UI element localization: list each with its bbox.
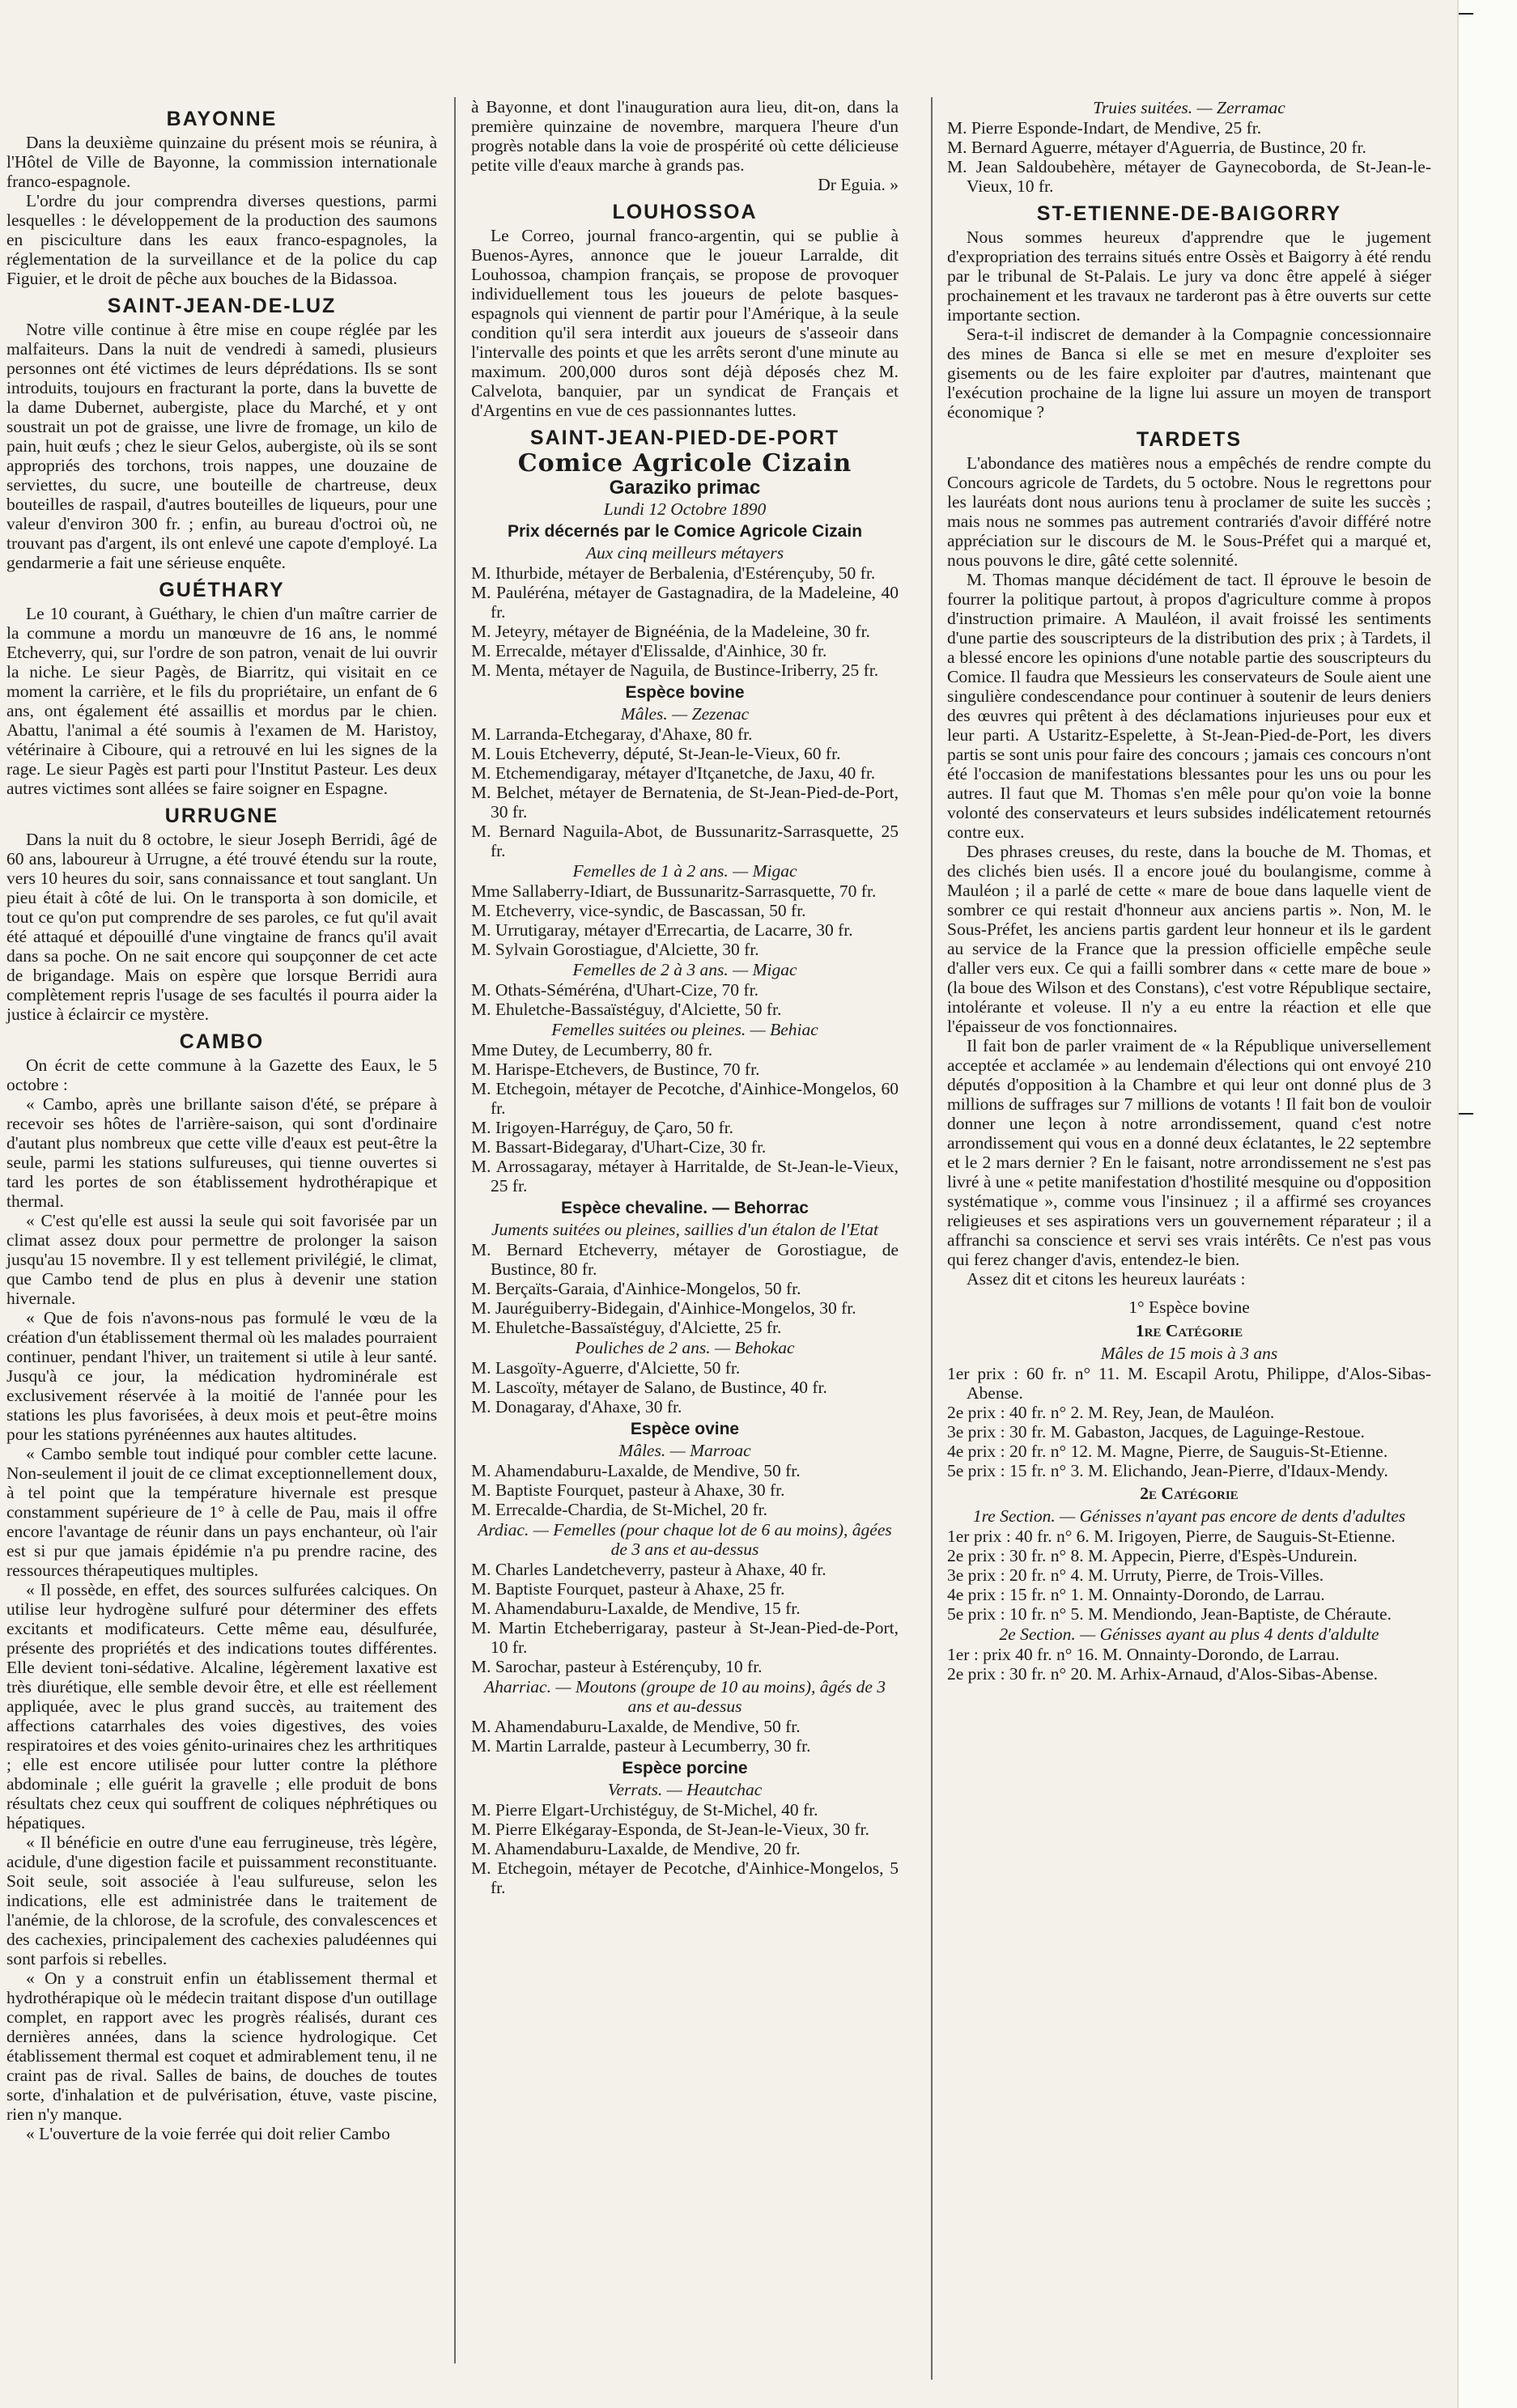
paragraph: Le 10 courant, à Guéthary, le chien d'un maître carrier de la commune a mordu un manœuvre de 16 ans, le nommé Etcheverry, qui, sur l'ordre de son patron, venait de lui ouvrir la niche. Le sieur Pagès, de Biarritz, qui visitait en ce moment la carrière, et le fils du propriétaire, un enfant de 6 ans, ont également été assaillis et mordus par le chien. Abattu, l'animal a été soumis à l'examen de M. Haristoy, vétérinaire à Ciboure, qui a retrouvé en lui les signes de la rage. Le sieur Pagès est parti pour l'Institut Pasteur. Les deux autres victimes sont allées se faire soigner en Espagne. (6, 604, 437, 798)
list-ovine-males (471, 1461, 899, 1519)
list-item: M. Charles Landetcheverry, pasteur à Ahaxe, 40 fr. (471, 1560, 826, 1579)
subheading: Aharriac. — Moutons (groupe de 10 au moins), âgés de 3 ans et au-dessus (483, 1677, 886, 1716)
list-item: M. Etchemendigaray, métayer d'Itçanetche, de Jaxu, 40 fr. (471, 763, 876, 783)
heading-porcine: Espèce porcine (622, 1759, 748, 1777)
subheading: Femelles de 2 à 3 ans. — Migac (572, 960, 797, 979)
paragraph: « On y a construit enfin un établissement thermal et hydrothérapique où le médecin traitant dispose d'un outillage complet, en rapport avec les progrès réalisés, durant ces dernières années, dans la science hydrologique. Cet établissement thermal est coquet et admirablement tenu, il ne craint pas de rival. Salles de bains, de douches de toutes sorte, d'inhalation et de pulvérisation, étuve, vaste piscine, rien n'y manque. (6, 1968, 437, 2124)
list-item: M. Lasgoïty-Aguerre, d'Alciette, 50 fr. (471, 1358, 741, 1378)
list-males (471, 724, 899, 860)
list-item: M. Menta, métayer de Naguila, de Bustince-Iriberry, 25 fr. (471, 660, 879, 680)
list-item: M. Sarochar, pasteur à Estérençuby, 10 fr. (471, 1657, 763, 1676)
list-item: M. Berçaïts-Garaia, d'Ainhice-Mongelos, 50 fr. (471, 1279, 801, 1298)
subheading: 1re Section. — Génisses n'ayant pas encore de dents d'adultes (972, 1506, 1406, 1526)
paragraph: Il fait bon de parler vraiment de « la République universellement acceptée et acclamée » au lendemain d'élections qui ont envoyé 210 députés d'opposition à la Chambre et qui leur ont donné plus de 3 millions de suffrages sur 7 millions de votants ! Il fait bon de vouloir donner une leçon à notre arrondissement, quand c'est notre arrondissement qui vous en a donné deux éclatantes, le 22 septembre et le 2 mars dernier ? En le faisant, notre arrondissement ne s'est pas livré à une « petite manifestation d'hostilité mesquine ou d'opposition systématique », comme vous l'insinuez ; il a affirmé ses croyances religieuses et ses aspirations vers un gouvernement réparateur ; il a affranchi sa conscience et servi ses vrais intérêts. Ce n'est pas vous qui ferez changer d'avis, entendez-le bien. (947, 1036, 1431, 1269)
list-item: M. Pierre Elkégaray-Esponda, de St-Jean-le-Vieux, 30 fr. (471, 1820, 869, 1839)
list-item: 1er prix : 40 fr. n° 6. M. Irigoyen, Pierre, de Sauguis-St-Etienne. (947, 1527, 1396, 1546)
heading-urrugne: URRUGNE (164, 805, 279, 827)
list-item: M. Harispe-Etchevers, de Bustince, 70 fr. (471, 1060, 760, 1079)
heading-chevaline: Espèce chevaline. — Behorrac (561, 1199, 809, 1217)
list-item: M. Othats-Séméréna, d'Uhart-Cize, 70 fr. (471, 980, 758, 1000)
list-item: M. Ehuletche-Bassaïstéguy, d'Alciette, 25 fr. (471, 1318, 782, 1337)
list-item: M. Errecalde, métayer d'Elissalde, d'Ainhice, 30 fr. (471, 641, 827, 660)
heading-prix: Prix décernés par le Comice Agricole Cizain (507, 522, 863, 541)
heading-comice: Comice Agricole Cizain (517, 449, 852, 478)
column-middle (471, 97, 899, 1897)
list-aharriac (471, 1717, 899, 1756)
list-section-2 (947, 1645, 1431, 1684)
list-category-1 (947, 1364, 1431, 1480)
paragraph: « Il bénéficie en outre d'une eau ferrugineuse, très légère, acidule, d'une digestion facile et puissamment reconstituante. Soit seule, soit associée à l'eau sulfureuse, selon les indications, elle est administrée dans le traitement de l'anémie, de la chlorose, de la scrofule, des convalescences et des cachexies, principalement des cachexies paludéennes qui sont parfois si rebelles. (6, 1833, 437, 1968)
heading-category-1: 1re Catégorie (1135, 1321, 1243, 1340)
list-item: M. Bernard Naguila-Abot, de Bussunaritz-Sarrasquette, 25 fr. (471, 822, 899, 860)
list-section-1 (947, 1527, 1431, 1624)
heading-guethary: GUÉTHARY (159, 579, 285, 601)
list-item: M. Ahamendaburu-Laxalde, de Mendive, 20 fr. (471, 1839, 801, 1858)
heading-louhossoa: LOUHOSSOA (612, 201, 758, 223)
list-item: M. Urrutigaray, métayer d'Errecartia, de Lacarre, 30 fr. (471, 920, 853, 940)
paragraph: à Bayonne, et dont l'inauguration aura lieu, dit-on, dans la première quinzaine de novembre, marquera l'heure d'un progrès notable dans la voie de prospérité où cette délicieuse petite ville d'eaux marche à grands pas. (471, 97, 899, 175)
paragraph: Assez dit et citons les heureux lauréats : (967, 1269, 1246, 1289)
paragraph: « C'est qu'elle est aussi la seule qui soit favorisée par un climat assez doux pour permettre de prolonger la saison jusqu'au 15 novembre. Il y est tellement privilégié, le climat, que Cambo tend de plus en plus à devenir une station hivernale. (6, 1211, 437, 1308)
list-item: Mme Sallaberry-Idiart, de Bussunaritz-Sarrasquette, 70 fr. (471, 881, 877, 901)
list-item: M. Belchet, métayer de Bernatenia, de St-Jean-Pied-de-Port, 30 fr. (471, 783, 899, 822)
subheading: Verrats. — Heautchac (607, 1780, 763, 1799)
page-margin-strip (1457, 0, 1517, 2408)
paragraph: « Cambo, après une brillante saison d'été, se prépare à recevoir ses hôtes de l'arrière-saison, qui sont d'ordinaire d'autant plus nombreux que cette ville d'eaux est peut-être la seule, parmi les stations sulfureuses, qui tienne ouvertes si tard les portes de son établissement hydrothérapique et thermal. (6, 1094, 437, 1211)
subheading: Truies suitées. — Zerramac (1093, 98, 1285, 117)
subheading: Juments suitées ou pleines, saillies d'un étalon de l'Etat (491, 1220, 878, 1239)
heading-baigorry: ST-ETIENNE-DE-BAIGORRY (1036, 202, 1342, 225)
list-item: 4e prix : 15 fr. n° 1. M. Onnainty-Dorondo, de Larrau. (947, 1585, 1325, 1604)
column-rule-right (931, 97, 933, 2380)
list-item: M. Sylvain Gorostiague, d'Alciette, 30 fr. (471, 940, 759, 959)
list-item: M. Pierre Elgart-Urchistéguy, de St-Michel, 40 fr. (471, 1800, 818, 1820)
subheading: Femelles de 1 à 2 ans. — Migac (572, 861, 797, 881)
list-metayers (471, 563, 899, 680)
heading-category-2: 2e Catégorie (1140, 1484, 1239, 1503)
list-item: 4e prix : 20 fr. n° 12. M. Magne, Pierre, de Sauguis-St-Etienne. (947, 1442, 1388, 1461)
list-item: M. Ehuletche-Bassaïstéguy, d'Alciette, 50 fr. (471, 1000, 782, 1019)
paragraph: Le Correo, journal franco-argentin, qui se publie à Buenos-Ayres, annonce que le joueur Larralde, dit Louhossoa, champion français, se propose de provoquer individuellement tous les joueurs de pelote basques-espagnols qui viennent de partir pour l'Amérique, à la seule condition qu'il sera interdit aux joueurs de s'asseoir dans l'intervalle des points et que les arrêts seront d'une minute au maximum. 200,000 duros sont déjà déposés chez M. Calvelota, banquier, par un syndicat de Français et d'Argentins en vue de ces passionnantes luttes. (471, 226, 899, 420)
list-item: M. Pierre Esponde-Indart, de Mendive, 25 fr. (947, 118, 1262, 138)
list-item: M. Bassart-Bidegaray, d'Uhart-Cize, 30 fr. (471, 1137, 767, 1157)
subheading: Ardiac. — Femelles (pour chaque lot de 6 au moins), âgées de 3 ans et au-dessus (478, 1520, 892, 1559)
list-item: M. Bernard Aguerre, métayer d'Aguerria, de Bustince, 20 fr. (947, 138, 1366, 157)
subheading: Mâles. — Marroac (618, 1441, 751, 1460)
list-item: M. Etchegoin, métayer de Pecotche, d'Ainhice-Mongelos, 60 fr. (471, 1079, 899, 1118)
paragraph: Dans la deuxième quinzaine du présent mois se réunira, à l'Hôtel de Ville de Bayonne, la commission internationale franco-espagnole. (6, 133, 437, 191)
list-item: 2e prix : 30 fr. n° 20. M. Arhix-Arnaud, d'Alos-Sibas-Abense. (947, 1664, 1378, 1684)
list-item: M. Jeteyry, métayer de Bignéénia, de la Madeleine, 30 fr. (471, 622, 870, 641)
list-item: M. Lascoïty, métayer de Salano, de Bustince, 40 fr. (471, 1378, 827, 1397)
paragraph: « L'ouverture de la voie ferrée qui doit relier Cambo (26, 2124, 390, 2143)
list-item: M. Ahamendaburu-Laxalde, de Mendive, 50 fr. (471, 1461, 801, 1480)
list-item: 2e prix : 30 fr. n° 8. M. Appecin, Pierre, d'Espès-Undurein. (947, 1546, 1358, 1565)
heading-bayonne: BAYONNE (166, 108, 278, 130)
heading-bovine-tardets: 1° Espèce bovine (1128, 1297, 1250, 1317)
list-item: M. Bernard Etcheverry, métayer de Gorostiague, de Bustince, 80 fr. (471, 1240, 899, 1279)
paragraph: « Que de fois n'avons-nous pas formulé le vœu de la création d'un établissement thermal où les malades pourraient continuer, pendant l'hiver, un traitement si utile à leur santé. Jusqu'à ce jour, la médication hydrominérale est exclusivement réservée à la moitié de l'année pour les stations les plus favorisées, à deux mois et peut-être moins pour les stations pyrénéennes aux hautes altitudes. (6, 1308, 437, 1444)
subheading: Mâles. — Zezenac (620, 704, 750, 724)
list-item: M. Ahamendaburu-Laxalde, de Mendive, 15 fr. (471, 1599, 801, 1618)
list-item: 1er prix : 60 fr. n° 11. M. Escapil Arotu, Philippe, d'Alos-Sibas-Abense. (947, 1364, 1431, 1403)
list-item: Mme Dutey, de Lecumberry, 80 fr. (471, 1040, 713, 1060)
list-fem23 (471, 980, 899, 1019)
column-right (947, 97, 1431, 1684)
subheading: Mâles de 15 mois à 3 ans (1100, 1344, 1278, 1363)
paragraph: Sera-t-il indiscret de demander à la Compagnie concessionnaire des mines de Banca si elle se met en mesure d'exploiter ses gisements ou de les faire exploiter par d'autres, maintenant que l'exécution prochaine de la ligne lui assure un moyen de transport économique ? (947, 325, 1431, 422)
subheading: Pouliches de 2 ans. — Behokac (575, 1338, 795, 1357)
heading-garaziko: Garaziko primac (609, 477, 761, 499)
list-item: 3e prix : 30 fr. M. Gabaston, Jacques, de Laguinge-Restoue. (947, 1422, 1365, 1442)
list-item: M. Donagaray, d'Ahaxe, 30 fr. (471, 1397, 682, 1416)
signature: Dr Eguia. » (818, 175, 899, 194)
heading-cambo: CAMBO (179, 1030, 265, 1053)
heading-tardets: TARDETS (1136, 428, 1243, 451)
list-verrats (471, 1800, 899, 1897)
margin-mark (1459, 13, 1473, 15)
list-item: M. Louis Etcheverry, député, St-Jean-le-Vieux, 60 fr. (471, 744, 841, 763)
list-truies (947, 118, 1431, 196)
list-ardiac (471, 1560, 899, 1676)
paragraph: On écrit de cette commune à la Gazette des Eaux, le 5 octobre : (6, 1055, 437, 1094)
list-fem12 (471, 881, 899, 959)
column-left (6, 101, 437, 2143)
list-item: M. Baptiste Fourquet, pasteur à Ahaxe, 25 fr. (471, 1579, 785, 1599)
list-item: M. Baptiste Fourquet, pasteur à Ahaxe, 30 fr. (471, 1480, 785, 1500)
list-item: 5e prix : 15 fr. n° 3. M. Elichando, Jean-Pierre, d'Idaux-Mendy. (947, 1461, 1388, 1480)
paragraph: « Il possède, en effet, des sources sulfurées calciques. On utilise leur hydrogène sulfuré pour déterminer des effets excitants et modificateurs. Cette même eau, désulfurée, présente des propriétés et des indications toutes différentes. Elle devient toni-sédative. Alcaline, légèrement laxative est très diurétique, elle semble devoir être, et elle est réellement appliquée, avec le plus grand succès, au traitement des affections catarrhales des voies digestives, des voies respiratoires et des voies génito-urinaires chez les arthritiques ; elle est encore utilisée pour lutter contre la pléthore abdominale ; elle guérit la gravelle ; elle produit de bons résultats chez ceux qui souffrent de coliques néphrétiques ou hépatiques. (6, 1580, 437, 1833)
heading-saint-jean-de-luz: SAINT-JEAN-DE-LUZ (107, 295, 337, 317)
date: Lundi 12 Octobre 1890 (603, 499, 767, 519)
paragraph: Nous sommes heureux d'apprendre que le jugement d'expropriation des terrains situés entre Ossès et Baigorry à été rendu par le tribunal de St-Palais. Le jury va donc être appelé à siéger prochainement et les travaux ne tarderont pas à être ouverts sur cette importante section. (947, 227, 1431, 325)
paragraph: Dans la nuit du 8 octobre, le sieur Joseph Berridi, âgé de 60 ans, laboureur à Urrugne, a été trouvé étendu sur la route, vers 10 heures du soir, sans connaissance et tout sanglant. Un pieu était à côté de lui. On le transporta à son domicile, et tout ce qu'on put comprendre de ses paroles, ce fut qu'il avait été attaqué et dépouillé d'une vingtaine de francs qu'il avait dans sa poche. On ne sait encore qui soupçonner de cet acte de brigandage. Mais on espère que lorsque Berridi aura complètement repris l'usage de ses facultés il pourra aider la justice à éclaircir ce mystère. (6, 830, 437, 1024)
subheading: Aux cinq meilleurs métayers (585, 543, 784, 563)
column-rule-left (454, 97, 456, 2363)
list-item: M. Martin Etcheberrigaray, pasteur à St-Jean-Pied-de-Port, 10 fr. (471, 1618, 899, 1657)
list-item: 5e prix : 10 fr. n° 5. M. Mendiondo, Jean-Baptiste, de Chéraute. (947, 1604, 1392, 1624)
list-item: M. Ahamendaburu-Laxalde, de Mendive, 50 fr. (471, 1717, 801, 1736)
list-item: M. Martin Larralde, pasteur à Lecumberry, 30 fr. (471, 1736, 811, 1756)
margin-mark (1459, 1113, 1473, 1115)
list-item: M. Larranda-Etchegaray, d'Ahaxe, 80 fr. (471, 724, 753, 744)
list-pleines (471, 1040, 899, 1196)
subheading: Femelles suitées ou pleines. — Behiac (551, 1020, 818, 1039)
paragraph: M. Thomas manque décidément de tact. Il éprouve le besoin de fourrer la politique partout, à propos d'agriculture comme à propos d'instruction primaire. A Mauléon, il avait froissé les sentiments d'une partie des souscripteurs de la distribution des prix ; à Tardets, il a blessé encore les opinions d'une notable partie des souscripteurs du Comice. Il faudra que Messieurs les conservateurs de Soule aient une singulière condescendance pour continuer à soutenir de leurs deniers des œuvres qui prêtent à des déclamations injurieuses pour eux et leur parti. A Ustaritz-Espelette, à St-Jean-Pied-de-Port, les divers partis se sont unis pour faire des concours ; jamais ces concours n'ont été l'occasion de manifestations blessantes pour les uns ou pour les autres. Il faut que M. Thomas s'en mêle pour qu'on voie la bonne volonté des conservateurs et leurs subsides indélicatement retournés contre eux. (947, 570, 1431, 842)
list-item: 2e prix : 40 fr. n° 2. M. Rey, Jean, de Mauléon. (947, 1403, 1275, 1422)
paragraph: Des phrases creuses, du reste, dans la bouche de M. Thomas, et des clichés bien usés. Il a encore joué du boulangisme, comme à Mauléon ; il a parlé de cette « mare de boue dans laquelle vient de sombrer ce qui restait d'honneur aux anciens partis ». Non, M. le Sous-Préfet, les anciens partis gardent leur honneur et ils le gardent au service de la France que la pression officielle empêche seule d'aller vers eux. Ce qui a failli sombrer dans « cette mare de boue » (la boue des Wilson et des Constans), c'est votre République sectaire, intolérante et voleuse. Il n'y a eu entre la réaction et elle que l'épaisseur de vos fonctionnaires. (947, 842, 1431, 1036)
paragraph: L'ordre du jour comprendra diverses questions, parmi lesquelles : le développement de la production des saumons en pisciculture dans les eaux franco-espagnoles, la réglementation de la surveillance et de la police du cap Figuier, et le droit de pêche aux bouches de la Bidassoa. (6, 191, 437, 288)
list-item: M. Ithurbide, métayer de Berbalenia, d'Estérençuby, 50 fr. (471, 563, 876, 583)
list-item: 3e prix : 20 fr. n° 4. M. Urruty, Pierre, de Trois-Villes. (947, 1565, 1324, 1585)
list-item: M. Etchegoin, métayer de Pecotche, d'Ainhice-Mongelos, 5 fr. (471, 1858, 899, 1897)
heading-ovine: Espèce ovine (630, 1420, 740, 1438)
list-item: M. Errecalde-Chardia, de St-Michel, 20 fr. (471, 1500, 767, 1519)
list-pouliches (471, 1358, 899, 1416)
heading-saint-jean-pied-de-port: SAINT-JEAN-PIED-DE-PORT (529, 427, 840, 449)
list-item: M. Etcheverry, vice-syndic, de Bascassan, 50 fr. (471, 901, 806, 920)
list-item: M. Jean Saldoubehère, métayer de Gaynecoborda, de St-Jean-le-Vieux, 10 fr. (947, 157, 1431, 196)
list-juments (471, 1240, 899, 1337)
heading-bovine: Espèce bovine (625, 683, 745, 702)
list-item: M. Arrossagaray, métayer à Harritalde, de St-Jean-le-Vieux, 25 fr. (471, 1157, 899, 1196)
list-item: M. Jauréguiberry-Bidegain, d'Ainhice-Mongelos, 30 fr. (471, 1298, 856, 1318)
subheading: 2e Section. — Génisses ayant au plus 4 dents d'aldulte (999, 1624, 1379, 1644)
list-item: M. Irigoyen-Harréguy, de Çaro, 50 fr. (471, 1118, 733, 1137)
paragraph: L'abondance des matières nous a empêchés de rendre compte du Concours agricole de Tardets, du 5 octobre. Nous le regrettons pour les lauréats dont nous aurions tenu à proclamer de suite les succès ; mais nous ne sommes pas autrement contrariés d'avoir différé notre appréciation sur le discours de M. le Sous-Préfet qui a marqué et, nous pouvons le dire, gâté cette solennité. (947, 453, 1431, 570)
list-item: M. Pauléréna, métayer de Gastagnadira, de la Madeleine, 40 fr. (471, 583, 899, 622)
paragraph: Notre ville continue à être mise en coupe réglée par les malfaiteurs. Dans la nuit de vendredi à samedi, plusieurs personnes ont été victimes de leurs déprédations. Ils se sont introduits, toujours en fracturant la porte, dans la buvette de la dame Dubernet, aubergiste, place du Marché, et y ont soustrait un pot de graisse, une livre de fromage, un kilo de pain, huit œufs ; chez le sieur Gelos, aubergiste, où ils se sont appropriés des torchons, trois nappes, une douzaine de serviettes, du sucre, une bouteille de chartreuse, deux bouteilles de raspail, d'autres bouteilles de liqueurs, pour une valeur d'environ 300 fr. ; enfin, au bureau d'octroi où, ne trouvant pas d'argent, ils ont enlevé une capote d'employé. La gendarmerie a fait une sérieuse enquête. (6, 320, 437, 572)
paragraph: « Cambo semble tout indiqué pour combler cette lacune. Non-seulement il jouit de ce climat exceptionnellement doux, à tel point que la température hivernale est presque constamment supérieure de 1° à celle de Pau, mais il offre encore l'avantage de réunir dans un pays enchanteur, où l'air est si pur que jamais épidémie n'a pu prendre racine, des ressources thérapeutiques multiples. (6, 1444, 437, 1580)
list-item: 1er : prix 40 fr. n° 16. M. Onnainty-Dorondo, de Larrau. (947, 1645, 1340, 1664)
